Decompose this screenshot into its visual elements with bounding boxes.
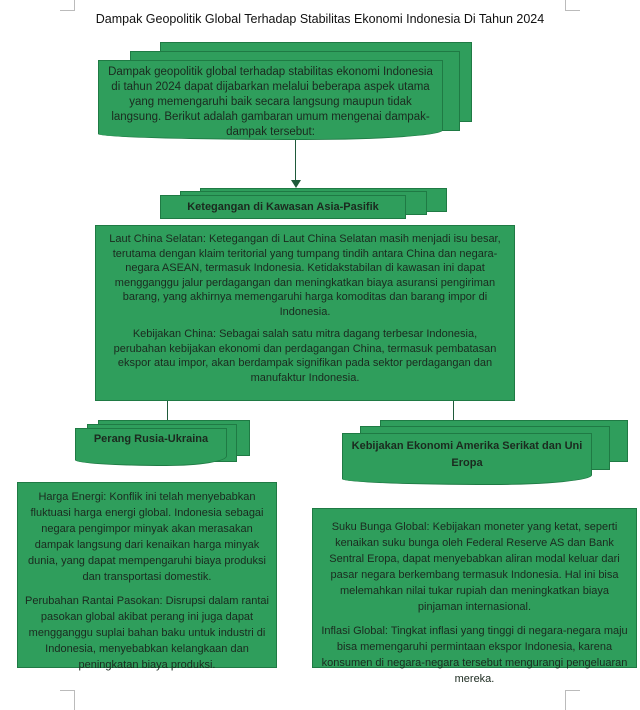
corner-mark [60,690,75,710]
intro-box [98,60,443,140]
useu-heading: Kebijakan Ekonomi Amerika Serikat dan Uni Eropa [342,433,592,485]
asia-paragraph: Kebijakan China: Sebagai salah satu mitra dagang terbesar Indonesia, perubahan kebijakan ekonomi dan perdagangan China, termasuk pembatasan ekspor atau impor, akan berdampak signifikan pada sektor perdagangan dan manufaktur Indonesia. [113,328,497,384]
intro-text: Dampak geopolitik global terhadap stabilitas ekonomi Indonesia di tahun 2024 dapat dijabarkan melalui beberapa aspek utama yang memengaruhi baik secara langsung maupun tidak langsung. Berikut adalah gambaran umum mengenai dampak-dampak tersebut: [108,66,433,138]
arrow-head-icon [291,180,301,188]
corner-mark [565,690,580,710]
russia-box [17,482,277,671]
corner-mark [565,0,580,11]
russia-heading: Perang Rusia-Ukraina [75,428,227,466]
useu-paragraph: Inflasi Global: Tingkat inflasi yang tinggi di negara-negara maju bisa memengaruhi permintaan ekspor Indonesia, karena konsumen di negara-negara tersebut mengurangi pengeluaran mereka. [321,625,628,685]
russia-paragraph: Harga Energi: Konflik ini telah menyebabkan fluktuasi harga energi global. Indonesia sebagai negara pengimpor minyak akan merasakan dampak langsung dari kenaikan harga minyak dunia, yang dapat mempengaruhi biaya produksi dan transportasi domestik. [28,491,266,583]
asia-paragraph: Laut China Selatan: Ketegangan di Laut China Selatan masih menjadi isu besar, terutama dengan klaim teritorial yang tumpang tindih antara China dan negara-negara ASEAN, termasuk Indonesia. Ketidakstabilan di kawasan ini dapat mengganggu jalur perdagangan dan meningkatkan biaya asuransi pengiriman barang, yang akhirnya memengaruhi harga komoditas dan barang impor di Indonesia. [109,233,501,318]
useu-paragraph: Suku Bunga Global: Kebijakan moneter yang ketat, seperti kenaikan suku bunga oleh Federal Reserve AS dan Bank Sentral Eropa, dapat menyebabkan aliran modal keluar dari pasar negara berkembang termasuk Indonesia. Hal ini bisa melemahkan nilai tukar rupiah dan meningkatkan biaya pinjaman internasional. [329,521,620,613]
page-title: Dampak Geopolitik Global Terhadap Stabilitas Ekonomi Indonesia Di Tahun 2024 [95,12,545,26]
useu-box [312,508,637,685]
russia-paragraph: Perubahan Rantai Pasokan: Disrupsi dalam rantai pasokan global akibat perang ini juga dapat mengganggu suplai bahan baku untuk industri di Indonesia, menyebabkan kelangkaan dan peningkatan biaya produksi. [25,595,269,671]
asia-heading: Ketegangan di Kawasan Asia-Pasifik [160,195,406,219]
asia-box [95,225,515,401]
connector-line [295,140,296,182]
corner-mark [60,0,75,11]
